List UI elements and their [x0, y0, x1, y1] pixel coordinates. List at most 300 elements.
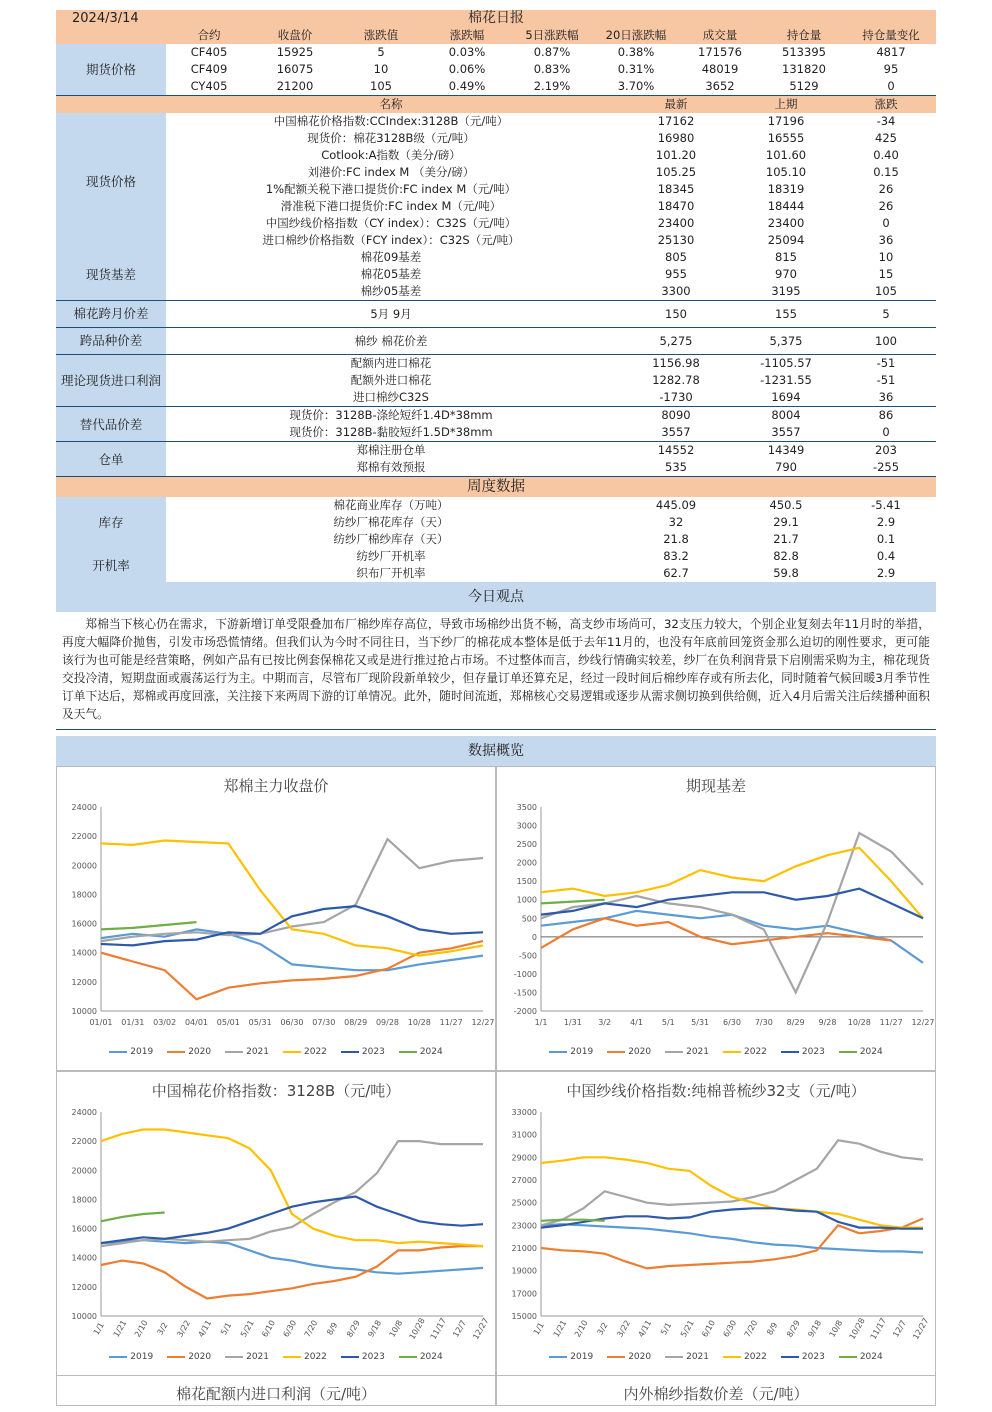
- y-tick-label: 29000: [511, 1153, 537, 1163]
- x-tick-label: 9/18: [366, 1318, 384, 1339]
- table-row: [56, 531, 936, 548]
- x-tick-label: 12/27: [911, 1316, 931, 1341]
- legend-swatch: [781, 1356, 799, 1358]
- chart-3-legend: [57, 1352, 495, 1362]
- x-tick-label: 1/31: [563, 1018, 582, 1027]
- legend-item: [839, 1047, 883, 1057]
- x-tick-label: 1/1: [534, 1018, 548, 1027]
- series-line-2024: [541, 1220, 605, 1221]
- legend-item: [225, 1047, 269, 1057]
- legend-item: [399, 1047, 443, 1057]
- substitute-cell: 86: [836, 407, 936, 425]
- legend-label: 2024: [419, 1352, 443, 1362]
- futures-cell: 0.83%: [533, 62, 571, 76]
- futures-cell: 0.87%: [533, 45, 571, 59]
- warehouse-cell: 14349: [736, 442, 836, 460]
- futures-cell: CF405: [190, 45, 228, 59]
- x-tick-label: 12/27: [471, 1316, 491, 1341]
- futures-cell: 0.49%: [448, 79, 486, 93]
- basis-cell: 棉花05基差: [360, 267, 422, 281]
- futures-cell: 3652: [705, 79, 735, 93]
- table-row: [56, 283, 936, 301]
- table-row: [56, 147, 936, 164]
- futures-cell: 48019: [701, 62, 739, 76]
- import_profit-cell: -51: [876, 373, 896, 387]
- legend-item: [167, 1352, 211, 1362]
- legend-item: [781, 1047, 825, 1057]
- spot-cell: 16555: [767, 131, 805, 145]
- legend-swatch: [665, 1356, 683, 1358]
- legend-swatch: [839, 1051, 857, 1053]
- legend-swatch: [283, 1356, 301, 1358]
- spot-col-header: 上期: [736, 96, 836, 114]
- spot-cell: 刘港价:FC index M （美分/磅）: [307, 165, 475, 179]
- table-row: [56, 497, 936, 514]
- x-tick-label: 08/29: [344, 1018, 368, 1027]
- series-line-2021: [541, 1140, 923, 1225]
- futures-cell: 0.03%: [448, 45, 486, 59]
- y-tick-label: 27000: [511, 1176, 537, 1185]
- legend-label: 2021: [246, 1047, 269, 1057]
- futures-col-header: 持仓量变化: [846, 27, 936, 44]
- chart-4-plot: [497, 1102, 935, 1350]
- table-row: [56, 548, 936, 565]
- series-line-2020: [101, 941, 483, 999]
- y-tick-label: -1000: [513, 969, 537, 979]
- x-tick-label: 4/1: [630, 1018, 643, 1027]
- x-tick-label: 1/21: [551, 1318, 569, 1339]
- legend-item: [723, 1047, 767, 1057]
- x-tick-label: 10/28: [847, 1018, 871, 1027]
- warehouse-cell: 790: [775, 460, 797, 474]
- y-tick-label: 22000: [71, 832, 97, 842]
- futures-cell: 5: [377, 45, 385, 59]
- legend-label: 2024: [859, 1352, 883, 1362]
- legend-swatch: [399, 1051, 417, 1053]
- y-tick-label: 33000: [511, 1108, 537, 1117]
- table-row: [56, 164, 936, 181]
- y-tick-label: 19000: [511, 1266, 537, 1276]
- legend-label: 2021: [686, 1047, 709, 1057]
- y-tick-label: 3500: [516, 803, 537, 812]
- y-tick-label: 20000: [71, 1166, 97, 1176]
- y-tick-label: 10000: [71, 1312, 97, 1321]
- futures-cell: 105: [370, 79, 392, 93]
- y-tick-label: 15000: [511, 1312, 537, 1321]
- weekly-cell: 21.7: [773, 532, 799, 546]
- y-tick-label: -2000: [513, 1007, 537, 1016]
- y-tick-label: 31000: [511, 1130, 537, 1140]
- report-date: 2024/3/14: [56, 10, 166, 27]
- spot-cell: 25130: [657, 233, 695, 247]
- spread_variety-prev: 5,375: [736, 328, 836, 355]
- x-tick-label: 7/20: [742, 1318, 760, 1339]
- x-tick-label: 10/8: [387, 1318, 405, 1339]
- legend-label: 2023: [361, 1352, 385, 1362]
- legend-label: 2022: [304, 1352, 327, 1362]
- x-tick-label: 3/2: [155, 1320, 170, 1337]
- legend-label: 2020: [188, 1352, 212, 1362]
- table-row: [56, 215, 936, 232]
- spot-cell: 17162: [657, 114, 695, 128]
- spot-cell: 105.25: [655, 165, 697, 179]
- x-tick-label: 4/11: [196, 1318, 214, 1339]
- view-text: 郑棉当下核心仍在需求，下游新增订单受限叠加布厂棉纱库存高位，导致市场棉纱出货不畅，高支纱市场尚可，32支压力较大，个别企业复刻去年11月时的举措，再度大幅降价抛售，引发市场恐慌情绪。但我们认为今时不同往日，当下纱厂的棉花成本整体是低于去年11月的，也没有年底前回笼资金那么迫切的刚性要求，更可能该行为也可能是经营策略，例如产品有已按比例套保棉花又或是进行推过抢占市场。不过整体而言，纱线行情确实较差，纱厂在负利润背景下启刚需采购为主，棉花现货交投冷清，短期盘面或震荡运行为主。中期而言，尽管布厂现阶段新单较少，但存量订单还算充足，经过一段时间后棉纱库存或有所去化，同时随着气候回暖3月季节性订单下达后，郑棉或再度回涨，关注接下来两周下游的订单情况。此外，随时间流逝，郑棉核心交易逻辑或逐步从需求侧切换到供给侧，近入4月后需关注后续播种面积及天气。: [56, 612, 936, 730]
- series-line-2022: [101, 841, 483, 956]
- table-row: [56, 232, 936, 249]
- legend-swatch: [225, 1051, 243, 1053]
- table-row: [56, 301, 936, 328]
- x-tick-label: 1/1: [531, 1320, 546, 1337]
- futures-cell: 0.38%: [617, 45, 655, 59]
- series-line-2019: [101, 929, 483, 970]
- weekly-cell: 82.8: [773, 549, 799, 563]
- futures-cell: 513395: [782, 45, 826, 59]
- y-tick-label: 10000: [71, 1007, 97, 1016]
- legend-item: [399, 1352, 443, 1362]
- legend-item: [723, 1352, 767, 1362]
- table-row: [56, 459, 936, 477]
- y-tick-label: 2000: [516, 858, 537, 868]
- spot-cell: 16980: [657, 131, 695, 145]
- spot-cell: 现货价：棉花3128B级（元/吨）: [307, 131, 475, 145]
- view-banner: 今日观点: [56, 582, 936, 612]
- chart-4: [496, 1071, 936, 1376]
- spread_month-name: 5月 9月: [166, 301, 616, 328]
- substitute-cell: 现货价：3128B-涤纶短纤1.4D*38mm: [166, 407, 616, 425]
- spot-table: [56, 95, 936, 582]
- weekly-cell: 纺纱厂开机率: [356, 549, 426, 563]
- spot-cell: -34: [876, 114, 896, 128]
- x-tick-label: 06/30: [280, 1018, 304, 1027]
- spot-cell: 滑准税下港口提货价:FC index M（元/吨）: [280, 199, 502, 213]
- spot-section-label: 现货价格: [56, 113, 166, 249]
- legend-label: 2019: [130, 1047, 154, 1057]
- spot-cell: 18319: [767, 182, 805, 196]
- x-tick-label: 12/7: [891, 1318, 909, 1339]
- futures-section-label: 期货价格: [56, 44, 166, 95]
- import_profit-cell: 1156.98: [616, 355, 736, 373]
- weekly-cell: 织布厂开机率: [356, 566, 426, 580]
- legend-label: 2020: [628, 1047, 652, 1057]
- futures-col-header: 合约: [166, 27, 252, 44]
- spot-cell: 23400: [657, 216, 695, 230]
- import_profit-cell: 配额外进口棉花: [350, 373, 432, 387]
- substitute-cell: 3557: [661, 425, 691, 439]
- chart-1: [56, 766, 496, 1071]
- x-tick-label: 5/31: [691, 1018, 710, 1027]
- futures-col-header: 涨跌幅: [424, 27, 510, 44]
- x-tick-label: 6/30: [721, 1318, 739, 1339]
- weekly-cell: 纺纱厂棉花库存（天）: [333, 515, 449, 529]
- x-tick-label: 01/01: [89, 1018, 113, 1027]
- spot-col-header: 名称: [166, 96, 616, 114]
- table-row: [56, 113, 936, 130]
- substitute-cell: 8090: [616, 407, 736, 425]
- chart-3-title: 中国棉花价格指数：3128B（元/吨）: [151, 1082, 401, 1100]
- spot-cell: 0.15: [873, 165, 899, 179]
- weekly-cell: 2.9: [876, 515, 896, 529]
- weekly-cell: 83.2: [663, 549, 689, 563]
- series-line-2020: [541, 918, 891, 948]
- y-tick-label: 16000: [71, 1224, 97, 1234]
- legend-item: [341, 1352, 385, 1362]
- legend-item: [607, 1047, 651, 1057]
- x-tick-label: 07/30: [312, 1018, 336, 1027]
- futures-col-header: 20日涨跌幅: [594, 27, 678, 44]
- spread_variety-name: 棉纱 棉花价差: [166, 328, 616, 355]
- chart-4-legend: [497, 1352, 935, 1362]
- overview-banner: 数据概览: [56, 736, 936, 766]
- warehouse-cell: 郑棉有效预报: [356, 460, 426, 474]
- chart-3: [56, 1071, 496, 1376]
- y-tick-label: -1500: [513, 988, 537, 998]
- rate-section-label: 开机率: [56, 548, 166, 582]
- legend-label: 2021: [686, 1352, 709, 1362]
- x-tick-label: 04/01: [184, 1018, 209, 1027]
- warehouse-section-label: 仓单: [56, 442, 166, 477]
- legend-label: 2024: [419, 1047, 443, 1057]
- legend-swatch: [167, 1356, 185, 1358]
- import_profit-cell: -1105.57: [736, 355, 836, 373]
- chart-1-legend: [57, 1047, 495, 1057]
- spot-cell: 25094: [767, 233, 805, 247]
- x-tick-label: 8/29: [786, 1018, 805, 1027]
- chart-1-title: 郑棉主力收盘价: [223, 777, 329, 795]
- x-tick-label: 8/29: [345, 1318, 362, 1339]
- spot-cell: 36: [878, 233, 894, 247]
- legend-item: [607, 1352, 651, 1362]
- legend-swatch: [399, 1356, 417, 1358]
- x-tick-label: 8/9: [325, 1320, 340, 1337]
- legend-label: 2020: [628, 1352, 652, 1362]
- legend-swatch: [549, 1051, 567, 1053]
- weekly-cell: 59.8: [773, 566, 799, 580]
- chart-3-plot: [57, 1102, 495, 1350]
- x-tick-label: 5/21: [239, 1318, 256, 1339]
- legend-label: 2019: [130, 1352, 154, 1362]
- report-table: [56, 10, 936, 27]
- spot-cell: 105.10: [765, 165, 807, 179]
- basis-cell: 105: [875, 284, 897, 298]
- legend-label: 2023: [801, 1047, 825, 1057]
- y-tick-label: 23000: [511, 1221, 537, 1231]
- spot-cell: 23400: [767, 216, 805, 230]
- legend-item: [283, 1047, 327, 1057]
- chart-1-plot: [57, 797, 495, 1045]
- spot-cell: 17196: [767, 114, 805, 128]
- y-tick-label: 500: [521, 914, 537, 924]
- legend-swatch: [283, 1051, 301, 1053]
- legend-label: 2023: [361, 1047, 385, 1057]
- series-line-2021: [541, 833, 923, 993]
- spot-cell: 1%配额关税下港口提货价:FC index M（元/吨）: [265, 182, 517, 196]
- x-tick-label: 3/2: [595, 1320, 610, 1337]
- substitute-cell: 0: [882, 425, 890, 439]
- x-tick-label: 9/18: [806, 1318, 824, 1339]
- futures-cell: 16075: [276, 62, 314, 76]
- legend-swatch: [665, 1051, 683, 1053]
- y-tick-label: 12000: [71, 1282, 97, 1292]
- weekly-cell: 29.1: [773, 515, 799, 529]
- spot-cell: 0: [882, 216, 890, 230]
- spread_month-change: 5: [836, 301, 936, 328]
- futures-col-header: 成交量: [678, 27, 762, 44]
- spread_month-section-label: 棉花跨月价差: [56, 301, 166, 328]
- y-tick-label: 14000: [71, 948, 97, 958]
- spot-cell: 26: [878, 199, 894, 213]
- x-tick-label: 11/17: [868, 1316, 889, 1341]
- x-tick-label: 7/30: [754, 1018, 773, 1027]
- x-tick-label: 03/02: [153, 1018, 177, 1027]
- legend-item: [665, 1352, 709, 1362]
- table-row: [56, 78, 936, 95]
- y-tick-label: 12000: [71, 977, 97, 987]
- y-tick-label: 16000: [71, 919, 97, 929]
- spot-col-header: 涨跌: [836, 96, 936, 114]
- table-row: [56, 61, 936, 78]
- y-tick-label: 25000: [511, 1198, 537, 1208]
- table-row: [56, 442, 936, 460]
- x-tick-label: 10/28: [847, 1316, 867, 1341]
- legend-swatch: [607, 1356, 625, 1358]
- legend-label: 2022: [744, 1047, 767, 1057]
- spread_month-latest: 150: [616, 301, 736, 328]
- table-row: [56, 565, 936, 582]
- legend-item: [549, 1352, 593, 1362]
- y-tick-label: 1000: [516, 895, 537, 905]
- futures-col-header: 涨跌值: [338, 27, 424, 44]
- legend-label: 2022: [744, 1352, 767, 1362]
- legend-swatch: [607, 1051, 625, 1053]
- y-tick-label: 2500: [516, 840, 537, 850]
- x-tick-label: 12/27: [471, 1018, 495, 1027]
- basis-cell: 10: [878, 250, 894, 264]
- spot-cell: 425: [875, 131, 897, 145]
- legend-label: 2020: [188, 1047, 212, 1057]
- legend-item: [549, 1047, 593, 1057]
- charts-grid: [56, 766, 936, 1376]
- futures-cell: 171576: [698, 45, 742, 59]
- futures-cell: 21200: [276, 79, 314, 93]
- spot-cell: 18470: [657, 199, 695, 213]
- import_profit-cell: 36: [878, 390, 894, 404]
- legend-item: [341, 1047, 385, 1057]
- x-tick-label: 8/9: [765, 1320, 780, 1337]
- weekly-cell: 32: [668, 515, 684, 529]
- import_profit-cell: 1694: [771, 390, 801, 404]
- y-tick-label: -500: [518, 951, 537, 961]
- futures-cell: 3.70%: [617, 79, 655, 93]
- y-tick-label: 24000: [71, 803, 97, 812]
- warehouse-cell: 203: [836, 442, 936, 460]
- x-tick-label: 05/01: [216, 1018, 240, 1027]
- x-tick-label: 7/20: [302, 1318, 320, 1339]
- legend-swatch: [109, 1051, 127, 1053]
- futures-col-header: 收盘价: [252, 27, 338, 44]
- spot-cell: 0.40: [873, 148, 899, 162]
- spread_variety-latest: 5,275: [616, 328, 736, 355]
- page: [56, 0, 936, 1406]
- x-tick-label: 9/28: [818, 1018, 837, 1027]
- table-row: [56, 198, 936, 215]
- futures-cell: 2.19%: [533, 79, 571, 93]
- chart-2-title: 期现基差: [685, 777, 746, 795]
- legend-item: [225, 1352, 269, 1362]
- y-tick-label: 0: [531, 932, 537, 942]
- warehouse-cell: 14552: [616, 442, 736, 460]
- chart-2-legend: [497, 1047, 935, 1057]
- chart-2-plot: [497, 797, 935, 1045]
- legend-swatch: [839, 1356, 857, 1358]
- spot-cell: 101.60: [765, 148, 807, 162]
- import_profit-cell: -51: [836, 355, 936, 373]
- chart-6-title: 内外棉纱指数价差（元/吨）: [496, 1376, 936, 1406]
- weekly-cell: 0.4: [876, 549, 896, 563]
- weekly-cell: 21.8: [663, 532, 689, 546]
- series-line-2023: [101, 1197, 483, 1244]
- futures-corner: [56, 27, 166, 44]
- basis-cell: 815: [775, 250, 797, 264]
- legend-item: [167, 1047, 211, 1057]
- legend-swatch: [723, 1051, 741, 1053]
- warehouse-cell: 郑棉注册仓单: [166, 442, 616, 460]
- basis-cell: 15: [878, 267, 894, 281]
- weekly-banner: 周度数据: [56, 477, 936, 498]
- futures-cell: 10: [373, 62, 389, 76]
- x-tick-label: 05/31: [248, 1018, 272, 1027]
- y-tick-label: 18000: [71, 890, 97, 900]
- futures-cell: 131820: [782, 62, 826, 76]
- spread_month-prev: 155: [736, 301, 836, 328]
- chart-5-title: 棉花配额内进口利润（元/吨）: [56, 1376, 496, 1406]
- x-tick-label: 11/27: [439, 1018, 463, 1027]
- basis-cell: 3195: [771, 284, 801, 298]
- table-row: [56, 514, 936, 531]
- report-title: 棉花日报: [166, 10, 936, 27]
- basis-cell: 955: [665, 267, 687, 281]
- y-tick-label: 24000: [71, 1108, 97, 1117]
- legend-item: [109, 1047, 153, 1057]
- futures-cell: CF409: [190, 62, 228, 76]
- y-tick-label: 18000: [71, 1195, 97, 1205]
- x-tick-label: 5/1: [661, 1018, 675, 1027]
- substitute-section-label: 替代品价差: [56, 407, 166, 442]
- table-row: [56, 372, 936, 389]
- x-tick-label: 1/21: [111, 1318, 129, 1339]
- x-tick-label: 4/11: [636, 1318, 654, 1339]
- import_profit-cell: -1231.55: [760, 373, 812, 387]
- legend-swatch: [723, 1356, 741, 1358]
- table-row: [56, 424, 936, 442]
- import_profit-cell: -1730: [659, 390, 693, 404]
- x-tick-label: 10/28: [407, 1316, 427, 1341]
- chart-4-title: 中国纱线价格指数:纯棉普梳纱32支（元/吨）: [566, 1082, 866, 1100]
- spot-col-header: 最新: [616, 96, 736, 114]
- weekly-cell: 棉花商业库存（万吨）: [333, 498, 449, 512]
- futures-cell: 0.06%: [448, 62, 486, 76]
- stock-section-label: 库存: [56, 497, 166, 548]
- weekly-cell: 450.5: [769, 498, 803, 512]
- y-tick-label: 17000: [511, 1289, 537, 1299]
- basis-cell: 3300: [661, 284, 691, 298]
- legend-item: [839, 1352, 883, 1362]
- series-line-2021: [101, 1141, 483, 1246]
- x-tick-label: 3/22: [175, 1318, 193, 1339]
- substitute-cell: 现货价：3128B-黏胶短纤1.5D*38mm: [289, 425, 493, 439]
- basis-cell: 970: [775, 267, 797, 281]
- x-tick-label: 6/10: [260, 1318, 278, 1339]
